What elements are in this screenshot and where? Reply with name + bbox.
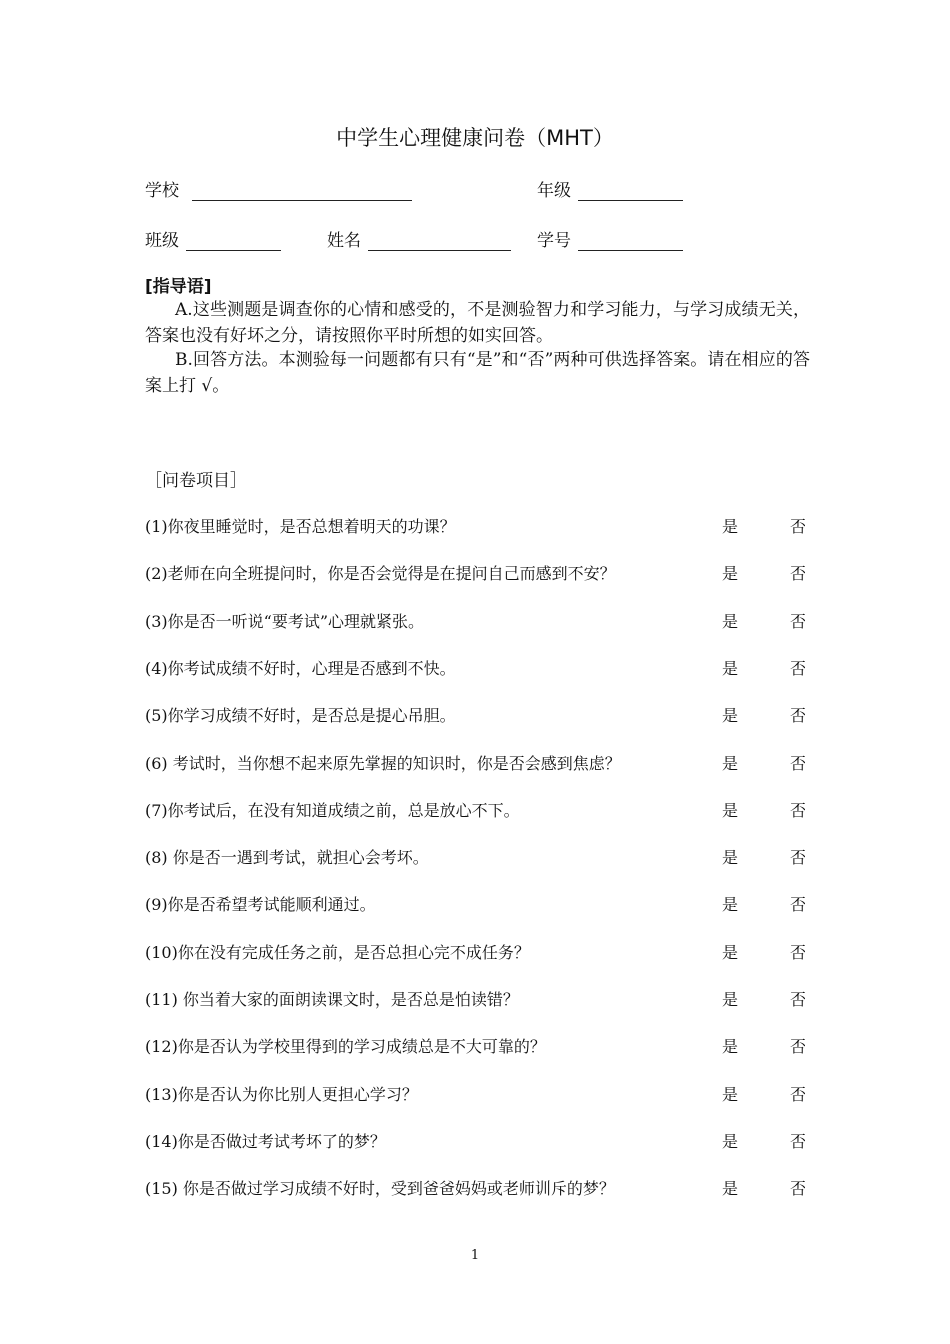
student-id-label: 学号: [537, 231, 571, 251]
school-label: 学校: [145, 181, 179, 201]
answer-no[interactable]: 否: [790, 895, 807, 914]
page-title: 中学生心理健康问卷（MHT）: [336, 126, 614, 150]
question-row: [145, 703, 810, 729]
name-label: 姓名: [327, 231, 361, 251]
answer-yes[interactable]: 是: [722, 612, 739, 631]
page-number: 1: [470, 1248, 480, 1263]
student-id-blank[interactable]: [578, 234, 683, 251]
question-text: (8) 你是否一遇到考试，就担心会考坏。: [145, 848, 429, 867]
question-row: [145, 798, 810, 824]
answer-no[interactable]: 否: [790, 1132, 807, 1151]
answer-no[interactable]: 否: [790, 1179, 807, 1198]
question-text: (6) 考试时，当你想不起来原先掌握的知识时，你是否会感到焦虑？: [145, 754, 621, 773]
question-row: [145, 940, 810, 966]
answer-yes[interactable]: 是: [722, 801, 739, 820]
answer-yes[interactable]: 是: [722, 1037, 739, 1056]
question-row: [145, 609, 810, 635]
question-row: [145, 1082, 810, 1108]
answer-yes[interactable]: 是: [722, 659, 739, 678]
school-field: [145, 176, 412, 201]
answer-yes[interactable]: 是: [722, 1132, 739, 1151]
guide-paragraph-a: A.这些测题是调查你的心情和感受的，不是测验智力和学习能力，与学习成绩无关，答案也没有好坏之分，请按照你平时所想的如实回答。: [145, 300, 810, 346]
question-text: (11) 你当着大家的面朗读课文时，是否总是怕读错？: [145, 990, 519, 1009]
question-text: (7)你考试后，在没有知道成绩之前，总是放心不下。: [145, 801, 520, 820]
question-text: (12)你是否认为学校里得到的学习成绩总是不大可靠的？: [145, 1037, 546, 1056]
question-row: [145, 1129, 810, 1155]
grade-label: 年级: [537, 181, 571, 201]
question-text: (1)你夜里睡觉时，是否总想着明天的功课？: [145, 517, 456, 536]
answer-yes[interactable]: 是: [722, 706, 739, 725]
question-text: (2)老师在向全班提问时，你是否会觉得是在提问自己而感到不安？: [145, 564, 616, 583]
section-label: ［问卷项目］: [145, 471, 247, 491]
answer-no[interactable]: 否: [790, 943, 807, 962]
class-label: 班级: [145, 231, 179, 251]
question-row: [145, 751, 810, 777]
answer-yes[interactable]: 是: [722, 990, 739, 1009]
guide-heading: [指导语]: [145, 277, 212, 297]
answer-yes[interactable]: 是: [722, 1085, 739, 1104]
answer-no[interactable]: 否: [790, 801, 807, 820]
question-row: [145, 1176, 810, 1202]
answer-yes[interactable]: 是: [722, 895, 739, 914]
question-text: (13)你是否认为你比别人更担心学习？: [145, 1085, 418, 1104]
answer-no[interactable]: 否: [790, 754, 807, 773]
question-text: (15) 你是否做过学习成绩不好时，受到爸爸妈妈或老师训斥的梦？: [145, 1179, 615, 1198]
answer-yes[interactable]: 是: [722, 564, 739, 583]
question-row: [145, 514, 810, 540]
answer-yes[interactable]: 是: [722, 848, 739, 867]
answer-no[interactable]: 否: [790, 1037, 807, 1056]
answer-no[interactable]: 否: [790, 517, 807, 536]
name-blank[interactable]: [368, 234, 511, 251]
question-text: (5)你学习成绩不好时，是否总是提心吊胆。: [145, 706, 456, 725]
class-field: [145, 226, 281, 251]
name-field: [327, 226, 511, 251]
question-row: [145, 987, 810, 1013]
answer-no[interactable]: 否: [790, 990, 807, 1009]
question-row: [145, 561, 810, 587]
answer-yes[interactable]: 是: [722, 754, 739, 773]
answer-no[interactable]: 否: [790, 1085, 807, 1104]
class-blank[interactable]: [186, 234, 281, 251]
student-id-field: [537, 226, 683, 251]
answer-no[interactable]: 否: [790, 564, 807, 583]
school-blank[interactable]: [192, 184, 412, 201]
grade-field: [537, 176, 683, 201]
question-row: [145, 845, 810, 871]
guide-paragraph-b: B.回答方法。本测验每一问题都有只有“是”和“否”两种可供选择答案。请在相应的答案上打 √。: [145, 350, 810, 396]
question-text: (3)你是否一听说“要考试”心理就紧张。: [145, 612, 425, 631]
grade-blank[interactable]: [578, 184, 683, 201]
question-text: (14)你是否做过考试考坏了的梦？: [145, 1132, 386, 1151]
question-text: (9)你是否希望考试能顺利通过。: [145, 895, 376, 914]
answer-yes[interactable]: 是: [722, 1179, 739, 1198]
answer-yes[interactable]: 是: [722, 517, 739, 536]
question-text: (4)你考试成绩不好时，心理是否感到不快。: [145, 659, 456, 678]
question-text: (10)你在没有完成任务之前，是否总担心完不成任务？: [145, 943, 530, 962]
answer-no[interactable]: 否: [790, 659, 807, 678]
question-row: [145, 892, 810, 918]
question-row: [145, 656, 810, 682]
answer-no[interactable]: 否: [790, 612, 807, 631]
answer-no[interactable]: 否: [790, 706, 807, 725]
question-row: [145, 1034, 810, 1060]
answer-yes[interactable]: 是: [722, 943, 739, 962]
answer-no[interactable]: 否: [790, 848, 807, 867]
